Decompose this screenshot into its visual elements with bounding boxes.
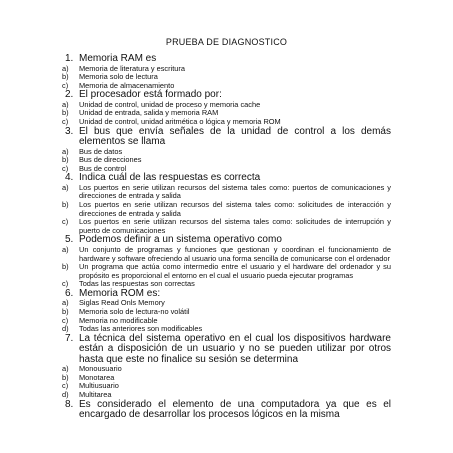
option-letter: a): [62, 298, 69, 308]
option-letter: c): [62, 217, 69, 227]
option-text: Siglas Read Onls Memory: [79, 298, 165, 308]
answer-option: [62, 263, 391, 280]
answer-option: [62, 201, 391, 218]
option-letter: c): [62, 116, 69, 126]
option-letter: a): [62, 99, 69, 109]
page-title: PRUEBA DE DIAGNOSTICO: [165, 37, 288, 47]
answer-option: [62, 184, 391, 201]
question-number: 3.: [65, 125, 74, 137]
question-number: 2.: [65, 89, 74, 101]
option-letter: b): [62, 108, 69, 118]
option-text: Multiusuario: [79, 381, 119, 391]
question-number: 4.: [65, 172, 74, 184]
option-text: Todas las respuestas son correctas: [79, 279, 195, 289]
question-number: 7.: [65, 332, 74, 344]
option-text: Bus de datos: [79, 146, 123, 156]
question-number: 6.: [65, 287, 74, 299]
option-text: Monotarea: [79, 372, 115, 382]
option-letter: a): [62, 146, 69, 156]
option-text: Multitarea: [79, 390, 112, 400]
option-text: Bus de direcciones: [79, 155, 142, 165]
option-letter: b): [62, 155, 69, 165]
question-text: El bus que envía señales de la unidad de control a los demás elementos se llama: [79, 125, 391, 148]
option-text: Un programa que actúa como intermedio entre el usuario y el hardware del ordenador y su propósito es proporcional el entorno en el cual el usuario pueda ejecutar programas: [79, 262, 391, 280]
option-letter: d): [62, 324, 69, 334]
option-text: Memoria de literatura y escritura: [79, 63, 185, 73]
option-text: Un conjunto de programas y funciones que gestionan y coordinan el funcionamiento de hardware y software ofreciendo al usuario una forma sencilla de comunicarse con el ordenador: [79, 244, 391, 263]
option-letter: b): [62, 372, 69, 382]
option-letter: b): [62, 72, 69, 82]
option-text: Los puertos en serie utilizan recursos del sistema tales como: solicitudes de interacción y direcciones de entrada y salida: [79, 200, 391, 218]
question-7: [62, 334, 391, 366]
answer-option: [62, 218, 391, 235]
question-text: Es considerado el elemento de una computadora ya que es el encargado de desarrollar los procesos lógicos en la misma: [79, 398, 391, 421]
question-number: 5.: [65, 234, 74, 246]
question-text: Memoria RAM es: [79, 53, 157, 64]
question-text: Podemos definir a un sistema operativo como: [79, 234, 282, 246]
option-letter: a): [62, 244, 69, 254]
option-text: Unidad de control, unidad aritmética o lógica y memoria ROM: [79, 116, 281, 126]
answer-option: [62, 246, 391, 263]
question-text: Memoria ROM es:: [79, 287, 161, 299]
option-letter: a): [62, 364, 69, 374]
question-list: [62, 54, 391, 421]
option-text: Memoria de almacenamiento: [79, 80, 175, 90]
option-text: Memoria no modificable: [79, 315, 158, 325]
option-text: Unidad de entrada, salida y memoria RAM: [79, 108, 219, 118]
question-text: La técnica del sistema operativo en el cual los dispositivos hardware están a disposición de un usuario y no se pueden utilizar por otros hasta que este no finalice su sesión se determina: [79, 332, 391, 365]
option-text: Los puertos en serie utilizan recursos del sistema tales como: solicitudes de interrupción y puerto de comunicaciones: [79, 217, 391, 235]
question-number: 8.: [65, 398, 74, 410]
option-text: Unidad de control, unidad de proceso y memoria cache: [79, 99, 261, 109]
question-1: [62, 54, 391, 65]
option-letter: c): [62, 163, 69, 173]
option-letter: c): [62, 381, 69, 391]
option-text: Memoria solo de lectura: [79, 72, 158, 82]
answer-option: [62, 382, 391, 391]
option-letter: b): [62, 306, 69, 316]
option-letter: a): [62, 63, 69, 73]
option-text: Monousuario: [79, 364, 122, 374]
question-text: Indica cuál de las respuestas es correcta: [79, 172, 261, 184]
question-number: 1.: [65, 53, 74, 64]
option-letter: c): [62, 279, 69, 289]
option-text: Todas las anteriores son modificables: [79, 324, 203, 334]
option-text: Memoria solo de lectura-no volátil: [79, 306, 190, 316]
option-letter: c): [62, 80, 69, 90]
question-text: El procesador está formado por:: [79, 89, 222, 101]
option-text: Los puertos en serie utilizan recursos del sistema tales como: puertos de comunicaciones y direcciones de entrada y salida: [79, 182, 391, 201]
option-text: Bus de control: [79, 163, 127, 173]
option-letter: b): [62, 200, 69, 210]
option-letter: c): [62, 315, 69, 325]
option-letter: d): [62, 390, 69, 400]
option-letter: a): [62, 182, 69, 192]
question-8: [62, 400, 391, 421]
question-3: [62, 127, 391, 148]
option-letter: b): [62, 262, 69, 272]
